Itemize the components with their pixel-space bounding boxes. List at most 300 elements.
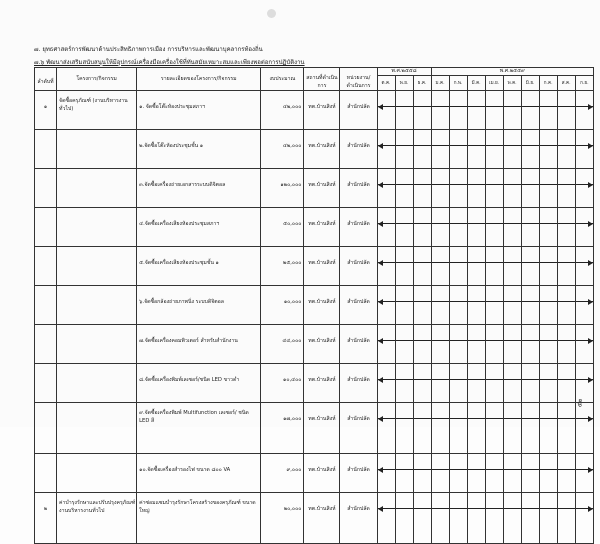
header-year-1: พ.ศ.๒๕๕๘ — [377, 68, 431, 76]
timeline-cell — [395, 169, 413, 208]
timeline-line — [522, 340, 539, 341]
timeline-cell — [575, 169, 593, 208]
timeline-line — [522, 106, 539, 107]
timeline-cell — [521, 325, 539, 364]
timeline-cell — [377, 403, 395, 454]
agency: สำนักปลัด — [340, 286, 377, 325]
timeline-cell — [485, 169, 503, 208]
timeline-cell — [431, 247, 449, 286]
timeline-cell — [503, 325, 521, 364]
timeline-cell — [503, 493, 521, 544]
timeline-cell — [521, 286, 539, 325]
timeline-line — [468, 106, 485, 107]
timeline-cell — [395, 403, 413, 454]
project-name — [57, 454, 137, 493]
timeline-line — [450, 301, 467, 302]
location: ทต.บ้านสิงห์ — [304, 247, 340, 286]
month-header: ก.ค. — [539, 76, 557, 91]
project-name — [57, 130, 137, 169]
month-header: ธ.ค. — [413, 76, 431, 91]
timeline-cell — [449, 325, 467, 364]
timeline-cell — [557, 169, 575, 208]
timeline-line — [486, 418, 503, 419]
row-number: ๑ — [35, 91, 57, 130]
timeline-line — [396, 418, 413, 419]
timeline-cell — [431, 208, 449, 247]
timeline-cell — [539, 247, 557, 286]
project-table — [34, 67, 594, 544]
timeline-line — [504, 469, 521, 470]
timeline-cell — [575, 208, 593, 247]
timeline-cell — [377, 247, 395, 286]
timeline-line — [432, 340, 449, 341]
timeline-cell — [467, 454, 485, 493]
project-name: จัดซื้อครุภัณฑ์ (งานบริหารงานทั่วไป) — [57, 91, 137, 130]
project-name — [57, 325, 137, 364]
header-budget: งบประมาณ — [261, 68, 304, 91]
timeline-cell — [539, 91, 557, 130]
arrow-right-icon — [588, 506, 593, 512]
timeline-line — [504, 106, 521, 107]
timeline-line — [486, 262, 503, 263]
timeline-line — [522, 184, 539, 185]
arrow-right-icon — [588, 260, 593, 266]
timeline-cell — [557, 325, 575, 364]
timeline-cell — [575, 325, 593, 364]
arrow-left-icon — [378, 416, 383, 422]
row-number — [35, 454, 57, 493]
timeline-line — [432, 379, 449, 380]
timeline-cell — [395, 247, 413, 286]
row-number — [35, 403, 57, 454]
timeline-line — [414, 145, 431, 146]
timeline-cell — [413, 169, 431, 208]
location: ทต.บ้านสิงห์ — [304, 130, 340, 169]
timeline-cell — [449, 454, 467, 493]
budget-amount: ๕๐,๐๐๐ — [261, 208, 304, 247]
project-detail: ๙.จัดซื้อเครื่องพิมพ์ Multifunction เลเซอร์/ ชนิด LED สี — [137, 403, 261, 454]
table-row — [35, 247, 594, 286]
timeline-cell — [575, 493, 593, 544]
timeline-line — [432, 301, 449, 302]
timeline-cell — [377, 91, 395, 130]
timeline-line — [504, 379, 521, 380]
agency: สำนักปลัด — [340, 454, 377, 493]
timeline-cell — [413, 325, 431, 364]
timeline-cell — [521, 403, 539, 454]
timeline-line — [504, 145, 521, 146]
table-row — [35, 364, 594, 403]
timeline-line — [558, 184, 575, 185]
timeline-line — [558, 340, 575, 341]
timeline-cell — [467, 169, 485, 208]
timeline-cell — [413, 493, 431, 544]
timeline-cell — [485, 325, 503, 364]
timeline-line — [504, 262, 521, 263]
timeline-cell — [431, 169, 449, 208]
timeline-cell — [431, 493, 449, 544]
timeline-cell — [413, 364, 431, 403]
timeline-line — [486, 340, 503, 341]
timeline-line — [558, 145, 575, 146]
table-row — [35, 403, 594, 454]
timeline-cell — [449, 286, 467, 325]
header-project: โครงการ/กิจกรรม — [57, 68, 137, 91]
timeline-cell — [377, 208, 395, 247]
timeline-line — [432, 223, 449, 224]
table-row — [35, 493, 594, 544]
arrow-left-icon — [378, 506, 383, 512]
timeline-line — [432, 184, 449, 185]
row-number — [35, 247, 57, 286]
location: ทต.บ้านสิงห์ — [304, 403, 340, 454]
timeline-line — [450, 223, 467, 224]
timeline-line — [558, 469, 575, 470]
arrow-left-icon — [378, 299, 383, 305]
agency: สำนักปลัด — [340, 403, 377, 454]
timeline-cell — [467, 325, 485, 364]
timeline-cell — [431, 454, 449, 493]
timeline-line — [558, 379, 575, 380]
agency: สำนักปลัด — [340, 364, 377, 403]
timeline-line — [486, 379, 503, 380]
header-no: ลำดับที่ — [35, 68, 57, 91]
timeline-cell — [503, 208, 521, 247]
header-year-2: พ.ศ.๒๕๕๙ — [431, 68, 593, 76]
project-name — [57, 403, 137, 454]
project-detail: ๑. จัดซื้อโต๊ะห้องประชุมสภาฯ — [137, 91, 261, 130]
budget-amount: ๔๔,๐๐๐ — [261, 325, 304, 364]
timeline-cell — [557, 130, 575, 169]
timeline-line — [486, 469, 503, 470]
timeline-line — [540, 301, 557, 302]
timeline-line — [450, 340, 467, 341]
location: ทต.บ้านสิงห์ — [304, 286, 340, 325]
timeline-cell — [413, 130, 431, 169]
timeline-cell — [377, 454, 395, 493]
timeline-line — [522, 469, 539, 470]
timeline-cell — [575, 130, 593, 169]
timeline-line — [432, 106, 449, 107]
budget-amount: ๔๒,๐๐๐ — [261, 130, 304, 169]
budget-amount: ๑๐,๐๐๐ — [261, 286, 304, 325]
timeline-cell — [557, 403, 575, 454]
timeline-line — [468, 223, 485, 224]
timeline-line — [468, 508, 485, 509]
timeline-cell — [467, 286, 485, 325]
timeline-line — [558, 223, 575, 224]
month-header: ต.ค. — [377, 76, 395, 91]
timeline-cell — [485, 364, 503, 403]
timeline-line — [396, 223, 413, 224]
location: ทต.บ้านสิงห์ — [304, 169, 340, 208]
timeline-line — [558, 508, 575, 509]
month-header: พ.ค. — [503, 76, 521, 91]
timeline-line — [414, 340, 431, 341]
timeline-line — [522, 301, 539, 302]
header-detail: รายละเอียดของโครงการ/กิจกรรม — [137, 68, 261, 91]
location: ทต.บ้านสิงห์ — [304, 91, 340, 130]
timeline-cell — [395, 130, 413, 169]
project-name — [57, 286, 137, 325]
month-header: มี.ค. — [467, 76, 485, 91]
project-detail: ๘.จัดซื้อเครื่องพิมพ์เลเซอร์/ชนิด LED ขาวดำ — [137, 364, 261, 403]
arrow-right-icon — [588, 104, 593, 110]
location: ทต.บ้านสิงห์ — [304, 493, 340, 544]
timeline-cell — [485, 247, 503, 286]
timeline-cell — [377, 325, 395, 364]
timeline-cell — [485, 91, 503, 130]
timeline-cell — [503, 364, 521, 403]
timeline-cell — [449, 247, 467, 286]
strategy-heading: ๗. ยุทธศาสตร์การพัฒนาด้านประสิทธิภาพการเมือง การบริหารและพัฒนาบุคลากรท้องถิ่น — [34, 46, 263, 53]
project-detail: ๖.จัดซื้อกล้องถ่ายภาพนิ่ง ระบบดิจิตอล — [137, 286, 261, 325]
project-name — [57, 169, 137, 208]
timeline-line — [414, 508, 431, 509]
timeline-cell — [503, 130, 521, 169]
location: ทต.บ้านสิงห์ — [304, 208, 340, 247]
table-row — [35, 286, 594, 325]
timeline-cell — [395, 454, 413, 493]
page-number: ๕๒ — [576, 398, 584, 408]
budget-amount: ๑๗,๐๐๐ — [261, 403, 304, 454]
timeline-cell — [449, 493, 467, 544]
timeline-cell — [467, 208, 485, 247]
timeline-line — [396, 379, 413, 380]
timeline-line — [414, 379, 431, 380]
timeline-cell — [431, 364, 449, 403]
timeline-line — [486, 106, 503, 107]
month-header: ก.พ. — [449, 76, 467, 91]
location: ทต.บ้านสิงห์ — [304, 364, 340, 403]
timeline-cell — [449, 130, 467, 169]
budget-amount: ๙,๐๐๐ — [261, 454, 304, 493]
timeline-cell — [503, 454, 521, 493]
header-agency: หน่วยงาน/ดำเนินการ — [340, 68, 377, 91]
timeline-cell — [521, 169, 539, 208]
timeline-cell — [539, 286, 557, 325]
arrow-right-icon — [588, 377, 593, 383]
table-row — [35, 130, 594, 169]
timeline-line — [450, 508, 467, 509]
timeline-line — [396, 145, 413, 146]
punch-hole — [267, 9, 276, 18]
timeline-cell — [521, 91, 539, 130]
plan-heading: ๗.๖ พัฒนาส่งเสริมสนับสนุนให้มีอุปกรณ์เครื่องมือเครื่องใช้ที่ทันสมัยเหมาะสมและเพียงพอต่อการปฏิบัติงาน — [34, 59, 305, 66]
agency: สำนักปลัด — [340, 247, 377, 286]
project-detail: ๓.จัดซื้อเครื่องถ่ายเอกสารระบบดิจิตอล — [137, 169, 261, 208]
timeline-cell — [413, 91, 431, 130]
timeline-cell — [413, 286, 431, 325]
agency: สำนักปลัด — [340, 493, 377, 544]
timeline-cell — [503, 91, 521, 130]
timeline-line — [522, 379, 539, 380]
timeline-line — [450, 184, 467, 185]
timeline-cell — [377, 493, 395, 544]
timeline-line — [396, 508, 413, 509]
timeline-cell — [557, 493, 575, 544]
timeline-line — [540, 469, 557, 470]
month-header: มิ.ย. — [521, 76, 539, 91]
timeline-line — [540, 418, 557, 419]
timeline-line — [396, 301, 413, 302]
timeline-line — [540, 262, 557, 263]
project-detail: ๒.จัดซื้อโต๊ะห้องประชุมชั้น ๑ — [137, 130, 261, 169]
timeline-cell — [521, 208, 539, 247]
row-number — [35, 286, 57, 325]
agency: สำนักปลัด — [340, 208, 377, 247]
arrow-left-icon — [378, 260, 383, 266]
project-detail: ๕.จัดซื้อเครื่องเสียงห้องประชุมชั้น ๑ — [137, 247, 261, 286]
timeline-line — [468, 145, 485, 146]
timeline-line — [540, 106, 557, 107]
arrow-right-icon — [588, 182, 593, 188]
timeline-cell — [539, 130, 557, 169]
timeline-cell — [467, 403, 485, 454]
timeline-cell — [449, 208, 467, 247]
timeline-line — [414, 301, 431, 302]
arrow-left-icon — [378, 182, 383, 188]
timeline-cell — [467, 493, 485, 544]
timeline-line — [396, 262, 413, 263]
timeline-line — [432, 262, 449, 263]
timeline-cell — [485, 454, 503, 493]
timeline-line — [486, 184, 503, 185]
location: ทต.บ้านสิงห์ — [304, 325, 340, 364]
timeline-cell — [503, 286, 521, 325]
timeline-cell — [449, 169, 467, 208]
arrow-right-icon — [588, 221, 593, 227]
timeline-line — [414, 469, 431, 470]
timeline-cell — [449, 91, 467, 130]
timeline-cell — [503, 247, 521, 286]
timeline-line — [522, 262, 539, 263]
timeline-line — [540, 379, 557, 380]
timeline-line — [540, 223, 557, 224]
timeline-line — [486, 301, 503, 302]
arrow-left-icon — [378, 143, 383, 149]
timeline-cell — [521, 493, 539, 544]
month-header: ก.ย. — [575, 76, 593, 91]
timeline-line — [450, 262, 467, 263]
arrow-right-icon — [588, 338, 593, 344]
timeline-line — [414, 184, 431, 185]
timeline-line — [432, 418, 449, 419]
timeline-line — [432, 508, 449, 509]
timeline-line — [468, 340, 485, 341]
timeline-cell — [485, 286, 503, 325]
table-row — [35, 454, 594, 493]
timeline-line — [558, 418, 575, 419]
timeline-cell — [413, 454, 431, 493]
timeline-cell — [395, 493, 413, 544]
month-header: ส.ค. — [557, 76, 575, 91]
budget-amount: ๔๒,๐๐๐ — [261, 91, 304, 130]
timeline-cell — [575, 364, 593, 403]
budget-amount: ๑๒๐,๐๐๐ — [261, 169, 304, 208]
timeline-line — [504, 184, 521, 185]
timeline-cell — [377, 169, 395, 208]
timeline-line — [540, 184, 557, 185]
project-name — [57, 208, 137, 247]
arrow-left-icon — [378, 467, 383, 473]
timeline-line — [558, 301, 575, 302]
timeline-cell — [467, 364, 485, 403]
budget-amount: ๒๕,๐๐๐ — [261, 247, 304, 286]
timeline-line — [522, 223, 539, 224]
timeline-cell — [485, 493, 503, 544]
timeline-cell — [557, 454, 575, 493]
timeline-cell — [539, 493, 557, 544]
timeline-line — [396, 340, 413, 341]
row-number: ๒ — [35, 493, 57, 544]
timeline-cell — [575, 91, 593, 130]
project-name — [57, 364, 137, 403]
timeline-cell — [431, 286, 449, 325]
timeline-cell — [557, 364, 575, 403]
timeline-cell — [431, 325, 449, 364]
timeline-line — [522, 145, 539, 146]
month-header: พ.ย. — [395, 76, 413, 91]
timeline-cell — [395, 286, 413, 325]
row-number — [35, 325, 57, 364]
agency: สำนักปลัด — [340, 169, 377, 208]
timeline-cell — [377, 286, 395, 325]
timeline-line — [414, 223, 431, 224]
timeline-line — [504, 301, 521, 302]
header-location: สถานที่ดำเนินการ — [304, 68, 340, 91]
timeline-line — [504, 223, 521, 224]
timeline-cell — [575, 247, 593, 286]
timeline-line — [450, 418, 467, 419]
timeline-line — [486, 145, 503, 146]
row-number — [35, 208, 57, 247]
timeline-cell — [377, 130, 395, 169]
timeline-cell — [467, 247, 485, 286]
timeline-cell — [431, 91, 449, 130]
row-number — [35, 364, 57, 403]
location: ทต.บ้านสิงห์ — [304, 454, 340, 493]
project-detail: ๑๐.จัดซื้อเครื่องสำรองไฟ ขนาด ๘๐๐ VA — [137, 454, 261, 493]
timeline-line — [504, 418, 521, 419]
timeline-line — [558, 262, 575, 263]
row-number — [35, 169, 57, 208]
timeline-line — [450, 106, 467, 107]
arrow-left-icon — [378, 377, 383, 383]
timeline-line — [468, 469, 485, 470]
agency: สำนักปลัด — [340, 130, 377, 169]
timeline-line — [522, 418, 539, 419]
timeline-line — [450, 469, 467, 470]
timeline-cell — [539, 169, 557, 208]
timeline-line — [468, 301, 485, 302]
table-row — [35, 325, 594, 364]
timeline-line — [432, 145, 449, 146]
timeline-cell — [395, 91, 413, 130]
timeline-line — [468, 379, 485, 380]
timeline-line — [486, 223, 503, 224]
budget-amount: ๒๐,๐๐๐ — [261, 493, 304, 544]
timeline-cell — [503, 169, 521, 208]
timeline-cell — [557, 286, 575, 325]
timeline-cell — [467, 130, 485, 169]
arrow-right-icon — [588, 299, 593, 305]
timeline-cell — [413, 403, 431, 454]
timeline-line — [522, 508, 539, 509]
timeline-line — [414, 418, 431, 419]
timeline-cell — [485, 208, 503, 247]
agency: สำนักปลัด — [340, 325, 377, 364]
